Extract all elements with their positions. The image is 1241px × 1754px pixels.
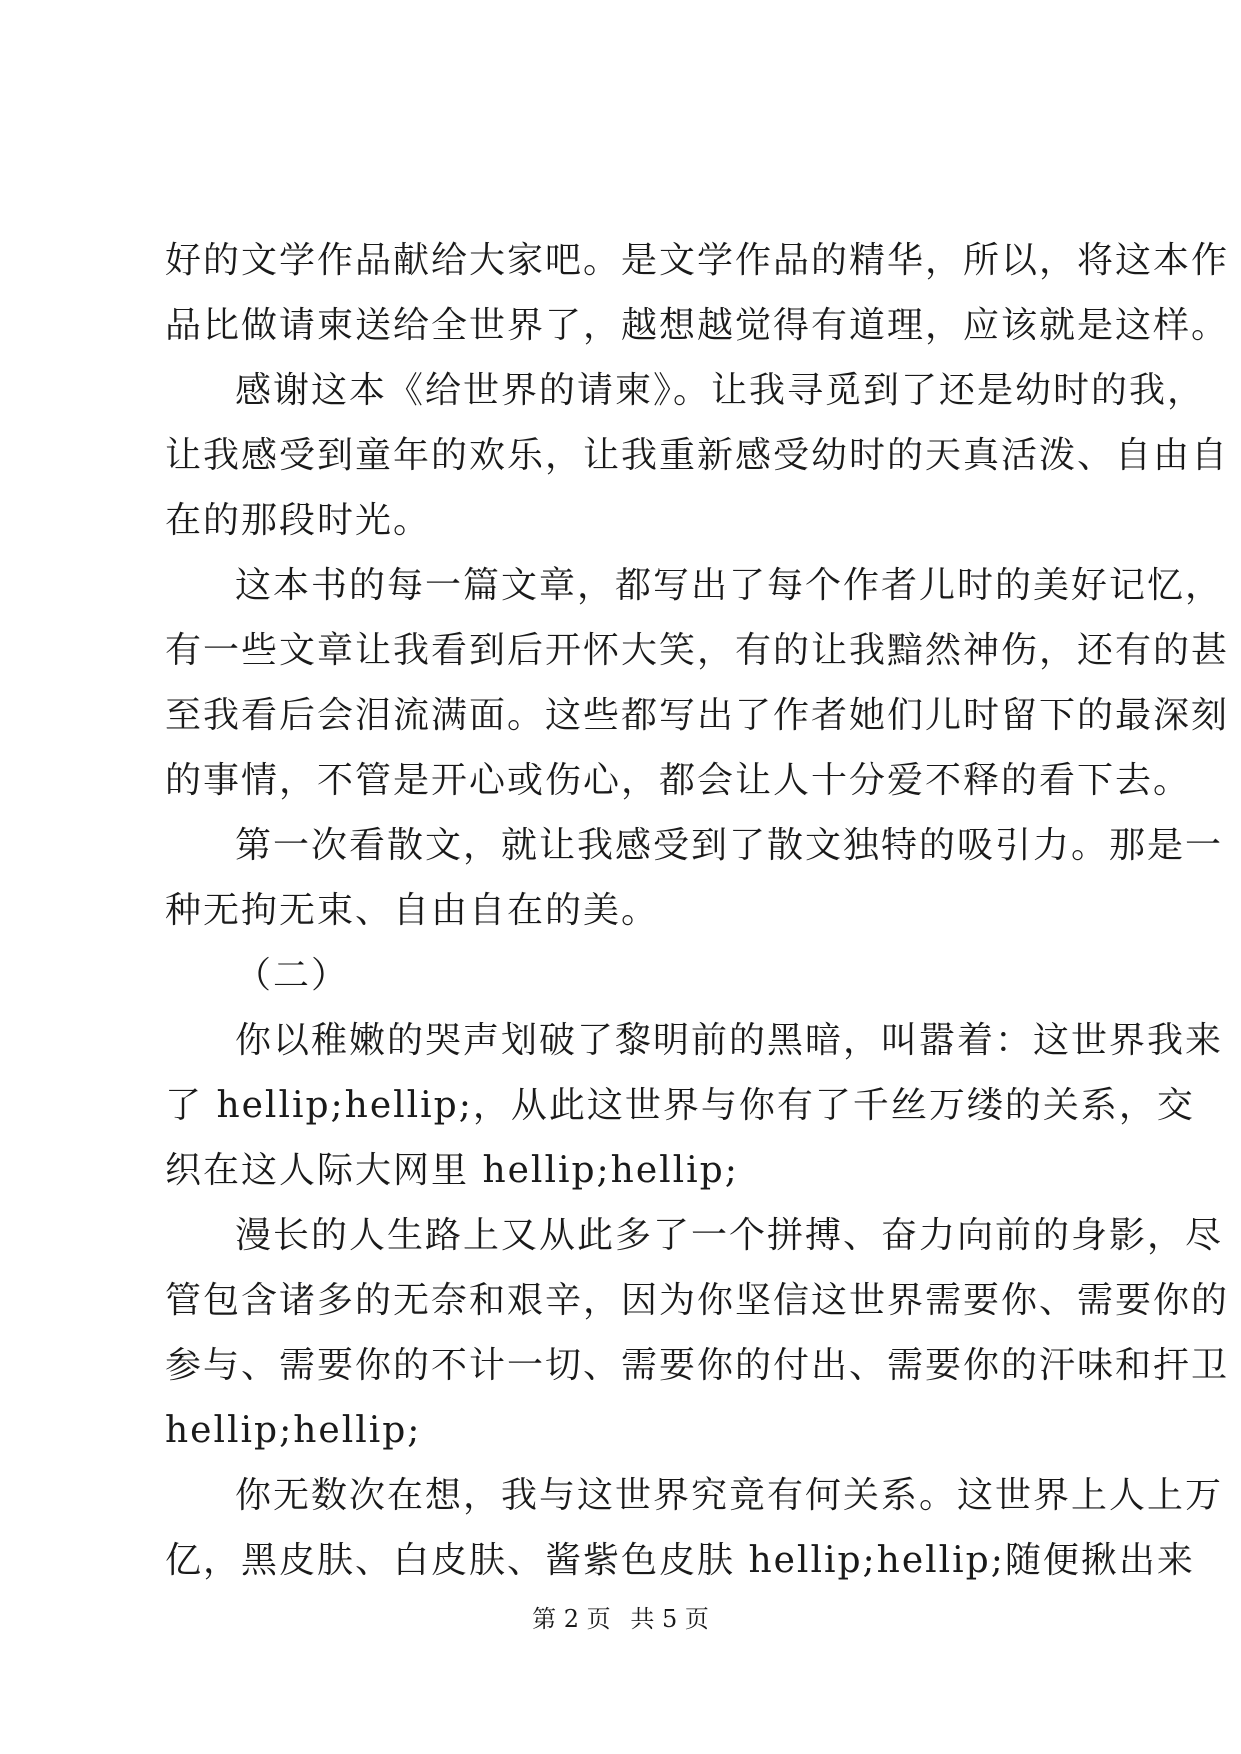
text-line: 参与、需要你的不计一切、需要你的付出、需要你的汗味和扞卫 xyxy=(165,1345,1230,1386)
text-line: hellip;hellip; xyxy=(165,1410,422,1451)
text-line: 织在这人际大网里 hellip;hellip; xyxy=(165,1150,739,1191)
text-line: 第一次看散文，就让我感受到了散文独特的吸引力。那是一 xyxy=(235,825,1224,866)
text-line: 让我感受到童年的欢乐，让我重新感受幼时的天真活泼、自由自 xyxy=(165,435,1230,476)
text-line: 感谢这本《给世界的请柬》。让我寻觅到了还是幼时的我， xyxy=(235,370,1206,411)
page-number: 第 2 页 xyxy=(532,1605,611,1633)
text-line: 这本书的每一篇文章，都写出了每个作者儿时的美好记忆， xyxy=(235,565,1224,606)
text-line: 亿，黑皮肤、白皮肤、酱紫色皮肤 hellip;hellip;随便揪出来 xyxy=(165,1540,1195,1581)
text-line: 你无数次在想，我与这世界究竟有何关系。这世界上人上万 xyxy=(235,1475,1224,1516)
page-total: 共 5 页 xyxy=(630,1605,709,1633)
text-line: 的事情，不管是开心或伤心，都会让人十分爱不释的看下去。 xyxy=(165,760,1192,801)
text-line: 品比做请柬送给全世界了，越想越觉得有道理，应该就是这样。 xyxy=(165,305,1230,346)
text-line: 种无拘无束、自由自在的美。 xyxy=(165,890,660,931)
text-line: 管包含诸多的无奈和艰辛，因为你坚信这世界需要你、需要你的 xyxy=(165,1280,1230,1321)
text-line: 有一些文章让我看到后开怀大笑，有的让我黯然神伤，还有的甚 xyxy=(165,630,1230,671)
text-line: 在的那段时光。 xyxy=(165,500,432,541)
document-body xyxy=(165,228,1230,1593)
page-footer xyxy=(0,1604,1241,1634)
text-line: （二） xyxy=(235,955,350,996)
text-line: 漫长的人生路上又从此多了一个拼搏、奋力向前的身影，尽 xyxy=(235,1215,1224,1256)
text-line: 至我看后会泪流满面。这些都写出了作者她们儿时留下的最深刻 xyxy=(165,695,1230,736)
text-line: 了 hellip;hellip;，从此这世界与你有了千丝万缕的关系，交 xyxy=(165,1085,1195,1126)
text-line: 你以稚嫩的哭声划破了黎明前的黑暗，叫嚣着：这世界我来 xyxy=(235,1020,1224,1061)
text-line: 好的文学作品献给大家吧。是文学作品的精华，所以，将这本作 xyxy=(165,240,1230,281)
